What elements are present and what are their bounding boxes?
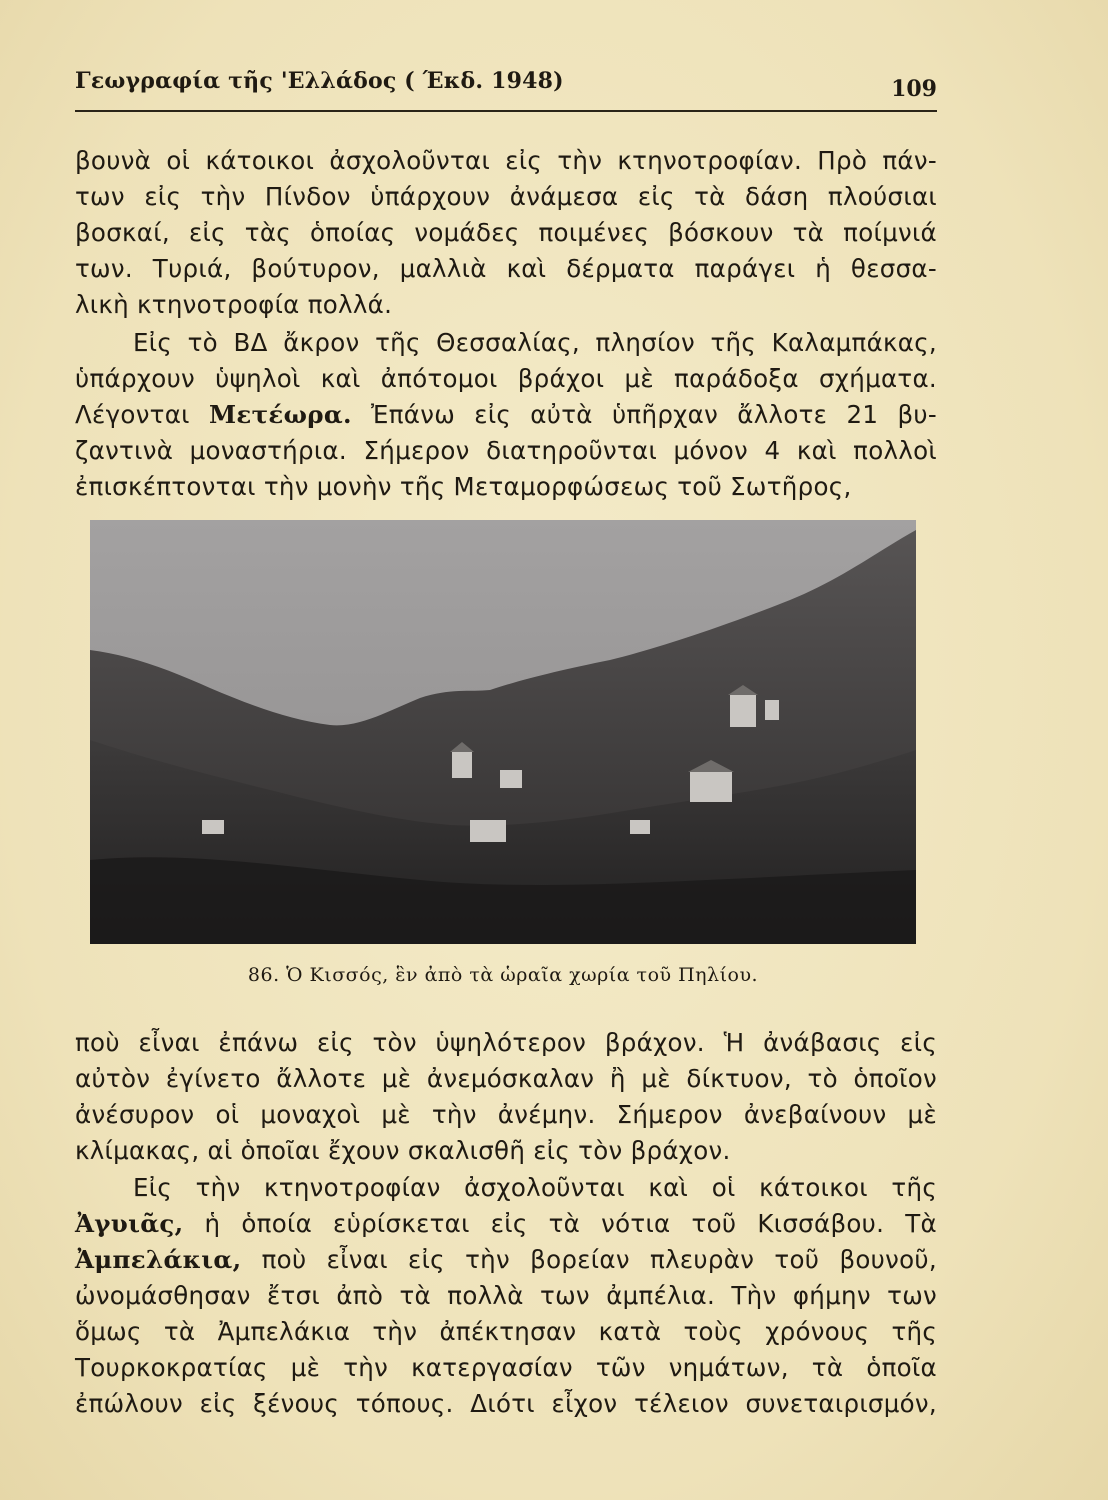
figure-caption: 86. Ὁ Κισσός, ἓν ἀπὸ τὰ ὡραῖα χωρία τοῦ Πηλίου. <box>247 964 759 986</box>
text-line: ὑπάρχουν ὑψηλοὶ καὶ ἀπότομοι βράχοι μὲ παράδοξα σχήματα. <box>75 364 937 393</box>
paragraph-4 <box>75 1170 937 1422</box>
place-name-ampelakia: Ἀμπελάκια, <box>75 1245 242 1274</box>
paragraph-3 <box>75 1025 937 1169</box>
text-segment: ἡ ὁποία εὑρίσκεται εἰς τὰ νότια τοῦ Κισσάβου. Τὰ <box>183 1209 937 1238</box>
text-line: των εἰς τὴν Πίνδον ὑπάρχουν ἀνάμεσα εἰς τὰ δάση πλούσιαι <box>75 182 937 211</box>
text-segment: Λέγονται <box>75 400 209 429</box>
text-line <box>75 1242 937 1278</box>
text-line: ὅμως τὰ Ἀμπελάκια τὴν ἀπέκτησαν κατὰ τοὺς χρόνους τῆς <box>75 1317 937 1346</box>
text-segment: ποὺ εἶναι εἰς τὴν βορείαν πλευρὰν τοῦ βουνοῦ, <box>241 1245 937 1274</box>
text-line: ἀνέσυρον οἱ μοναχοὶ μὲ τὴν ἀνέμην. Σήμερον ἀνεβαίνουν μὲ <box>75 1100 937 1129</box>
photo-illustration <box>90 520 916 944</box>
place-name-agyia: Ἀγυιᾶς, <box>75 1209 184 1238</box>
text-line: Εἰς τὴν κτηνοτροφίαν ἀσχολοῦνται καὶ οἱ κάτοικοι τῆς <box>133 1173 937 1202</box>
running-title: Γεωγραφία τῆς 'Ελλάδος ( Έκδ. 1948) <box>75 68 564 94</box>
text-line: βοσκαί, εἰς τὰς ὁποίας νομάδες ποιμένες βόσκουν τὰ ποίμνιά <box>75 218 937 247</box>
text-line <box>75 1206 937 1242</box>
header-rule <box>75 110 937 112</box>
text-line: ὠνομάσθησαν ἔτσι ἀπὸ τὰ πολλὰ των ἀμπέλια. Τὴν φήμην των <box>75 1281 937 1310</box>
text-line: κλίμακας, αἱ ὁποῖαι ἔχουν σκαλισθῆ εἰς τὸν βράχον. <box>75 1136 731 1165</box>
text-line <box>75 397 937 433</box>
text-line: λικὴ κτηνοτροφία πολλά. <box>75 290 393 319</box>
text-line: ζαντινὰ μοναστήρια. Σήμερον διατηροῦνται μόνον 4 καὶ πολλοὶ <box>75 436 937 465</box>
village-photograph <box>90 520 916 944</box>
page-header <box>75 68 937 108</box>
text-line: Τουρκοκρατίας μὲ τὴν κατεργασίαν τῶν νημάτων, τὰ ὁποῖα <box>75 1353 937 1382</box>
paragraph-2 <box>75 325 937 505</box>
text-line: ἐπισκέπτονται τὴν μονὴν τῆς Μεταμορφώσεως τοῦ Σωτῆρος, <box>75 472 852 501</box>
paragraph-1 <box>75 143 937 323</box>
text-line: αὐτὸν ἐγίνετο ἄλλοτε μὲ ἀνεμόσκαλαν ἢ μὲ δίκτυον, τὸ ὁποῖον <box>75 1064 937 1093</box>
text-line: βουνὰ οἱ κάτοικοι ἀσχολοῦνται εἰς τὴν κτηνοτροφίαν. Πρὸ πάν- <box>75 146 937 175</box>
text-line: ἐπώλουν εἰς ξένους τόπους. Διότι εἶχον τέλειον συνεταιρισμόν, <box>75 1389 937 1418</box>
page-number: 109 <box>891 76 937 102</box>
text-segment: Ἐπάνω εἰς αὐτὰ ὑπῆρχαν ἄλλοτε 21 βυ- <box>351 400 937 429</box>
text-line: των. Τυριά, βούτυρον, μαλλιὰ καὶ δέρματα παράγει ἡ θεσσα- <box>75 254 937 283</box>
text-line: Εἰς τὸ ΒΔ ἄκρον τῆς Θεσσαλίας, πλησίον τῆς Καλαμπάκας, <box>133 328 937 357</box>
place-name-meteora: Μετέωρα. <box>209 400 352 429</box>
text-line: ποὺ εἶναι ἐπάνω εἰς τὸν ὑψηλότερον βράχον. Ἡ ἀνάβασις εἰς <box>75 1028 937 1057</box>
